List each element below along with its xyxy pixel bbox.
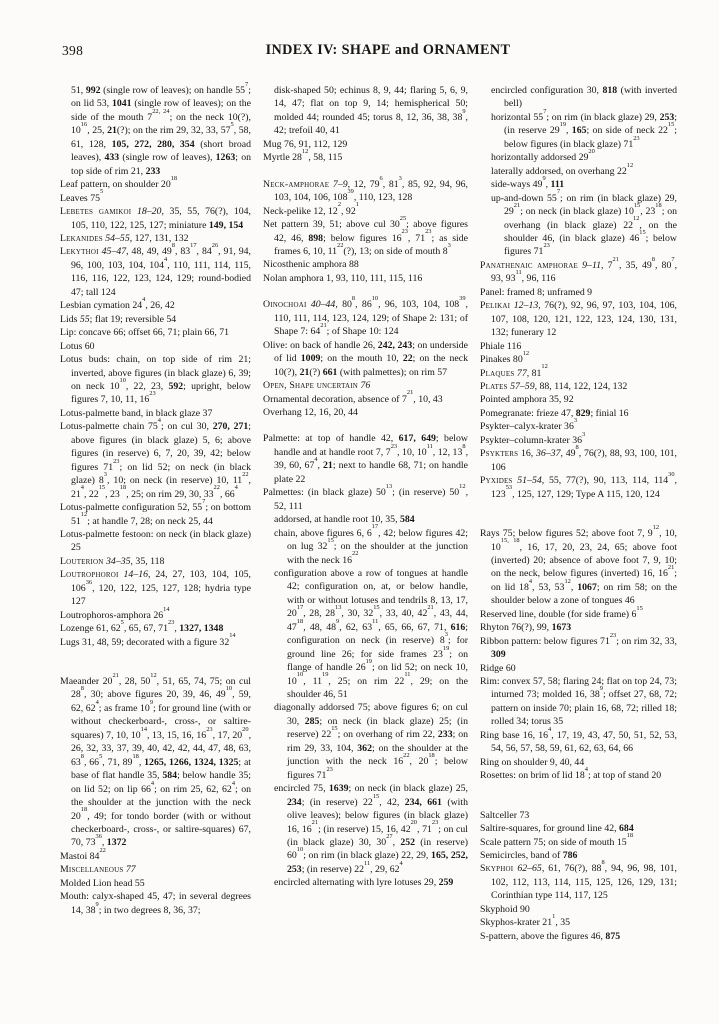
index-entry: Palmettes: (in black glaze) $50^{13}$; (in reserve) $50^{12}$, 52, 111 (263, 483, 469, 512)
index-entry: Olive: on back of handle 26, 242, 243; on underside of lid 1009; on the mouth 10, 22; on the neck 10(?), 21(?) 661 (with palmettes); on rim 57 (263, 339, 468, 378)
index-entry: Nicosthenic amphora 88 (263, 259, 359, 271)
index-entry: Lebetes gamikoi 18–20, 35, 55, 76(?), 104, 105, 110, 122, 125, 127; miniature 149, 154 (60, 206, 251, 231)
index-entry: Lesbian cymation $24^4$, 26, 42 (60, 296, 175, 312)
index-entry: Lotus buds: chain, on top side of rim 21; inverted, above figures (in black glaze) 6, 39; on neck $10^{10}$, 22, 23, 592; upright, below figures 7, 10, 11, $16^{23}$ (60, 354, 251, 406)
index-entry: Lugs 31, 48, 59; decorated with a figure $32^{14}$ (60, 632, 236, 648)
index-entry: Neck-amphorae 7–9, 12, $79^6$, $81^3$, 85, 92, 94, 96, 103, 104, 106, $108^{39}$, 110, 123, 128 (263, 174, 468, 204)
index-entry: Loutrophoroi 14–16, 24, 27, 103, 104, 105, $106^{36}$, 120, 122, 125, 127, 128; hydria type 127 (60, 569, 252, 608)
index-entry: Ribbon pattern: below figures $71^{23}$; on rim 32, 33, 309 (480, 631, 677, 661)
index-entry: Rays 75; below figures 52; above foot 7, $9^{12}$, 10, 10$^{15, 18}$, 16, 17, 20, 23, 24, 65; above foot (inverted) 20; absence of above foot 7, 9, 10; on the neck, below figures (inverted) 16, $16^{21}$; on lid $18^4$, 53, $53^{12}$, 1067; on rim 58; on the shoulder below a zone of tongues 46 (480, 523, 678, 607)
index-entry: Lotus-palmette configuration 52, $55^7$; on bottom $51^{12}$; at handle 7, 28; on neck 25, 44 (60, 497, 251, 527)
index-entry: Panathenaic amphorae 9–11, $7^{21}$, 35, $49^8$, $80^7$, 93, $93^{11}$, 96, 116 (480, 255, 678, 285)
index-entry: addorsed, at handle root 10, 35, 584 (274, 514, 415, 526)
index-entry: Scale pattern 75; on side of mouth $15^{18}$ (480, 832, 634, 848)
index-entry: Rim: convex 57, 58; flaring 24; flat on top 24, 73; inturned 73; molded 16, $38^9$; offset 27, 68, 72; pattern on inside 70; plain 16, 68, 72; rilled 18; rolled 34; torus 35 (480, 676, 677, 728)
index-entry: Palmette: at top of handle 42, 617, 649; below handle and at handle root 7, $7^{23}$, 10, $10^{11}$, 12, $13^8$, 39, 60, $67^4$, 21; next to handle 68, 71; on handle plate 22 (263, 433, 469, 485)
index-entry: Lozenge 61, $62^5$, 65, 67, $71^{23}$, 1327, 1348 (60, 618, 224, 635)
index-column-3 (480, 84, 677, 943)
page-number: 398 (62, 43, 84, 58)
index-entry: diagonally addorsed 75; above figures 6; on cul 30, 285; on neck (in black glaze) 25; (in reserve) $22^{15}$; on overhang of rim 22, 233; on rim 29, 33, 104, 362; on the shoulder at the junction with the neck $16^{22}$, $20^{18}$; below figures $71^{23}$ (274, 702, 469, 781)
index-entry: Skyphoi 62–65, 61, 76(?), $88^8$, 94, 96, 98, 101, 102, 112, 113, 114, 115, 125, 126, 129, 131; Corinthian type 114, 117, 125 (480, 859, 677, 902)
index-entry: Plates 57–59, 88, 114, 122, 124, 132 (480, 380, 628, 392)
index-entry: Leaf pattern, on shoulder $20^{18}$ (60, 175, 178, 191)
index-entry: S-pattern, above the figures 46, 875 (480, 930, 621, 942)
index-entry: laterally addorsed, on overhang $22^{12}$ (491, 161, 634, 177)
index-entry: Panel: framed 8; unframed 9 (480, 286, 593, 298)
index-entry: Lids 55; flat 19; reversible 54 (60, 313, 177, 325)
index-entry: encircled 75, 1639; on neck (in black glaze) 25, 234; (in reserve) $22^{15}$, 42, 234, 661 (with olive leaves); below figures (in black glaze) 16, $16^{21}$; (in reserve) 15, 16, $42^{20}$, $71^{23}$; on cul (in black glaze) 30, $30^{27}$, 252 (in reserve) $60^{10}$; on rim (in black glaze) 22, 29, 165, 252, 253; (in reserve) $22^{11}$, 29, $62^4$ (274, 783, 469, 875)
index-entry: Plaques 77, $81^{12}$ (480, 363, 548, 379)
index-entry: Myrtle $28^{12}$, 58, 115 (263, 148, 343, 164)
index-entry: disk-shaped 50; echinus 8, 9, 44; flaring 5, 6, 9, 14, 47; flat on top 9, 14; hemispherical 50; molded 44; rounded 45; torus 8, 12, 36, 38, $38^9$, 42; trefoil 40, 41 (274, 85, 468, 137)
index-entry: Phiale 116 (480, 340, 522, 352)
index-entry: Skyphos-krater $21^1$, 35 (480, 913, 571, 929)
index-entry: Mug 76, 91, 112, 129 (263, 138, 348, 150)
index-entry: Neck-pelike 12, $12^2$, $92^1$ (263, 201, 359, 217)
index-columns (60, 80, 678, 943)
index-entry: Pointed amphora 35, 92 (480, 394, 574, 406)
index-entry: chain, above figures 6, $6^{17}$, 42; below figures 42; on lug $32^{15}$; on the shoulder at the junction with the neck $16^{22}$ (274, 523, 468, 566)
index-entry: Pomegranate: frieze 47, 829; finial 16 (480, 407, 629, 419)
index-entry: up-and-down $55^7$; on rim (in black glaze) 29, $29^{21}$; on neck (in black glaze) $10^{15}$, $23^{18}$; on overhang (in black glaze) $22^{12}$, on the shoulder 46, (in black glaze) $46^{15}$; below figures $71^{23}$ (491, 188, 678, 258)
index-entry: Rosettes: on brim of lid $18^4$; at top of stand 20 (480, 766, 662, 782)
index-entry: Loutrophoros-amphora $26^{14}$ (60, 605, 170, 621)
index-entry: Overhang 12, 16, 20, 44 (263, 406, 358, 418)
index-entry: Nolan amphora 1, 93, 110, 111, 115, 116 (263, 272, 423, 284)
index-entry: Semicircles, band of 786 (480, 850, 578, 862)
index-entry: side-ways $49^9$, 111 (491, 175, 565, 191)
index-entry: Ornamental decoration, absence of $7^{21}$, 10, 43 (263, 389, 443, 405)
index-entry: Maeander $20^{21}$, 28, $50^{12}$, 51, 65, 74, 75; on cul $28^8$, 30; above figures 20, 39, 46, $49^{10}$, 59, 62, $62^4$; as frame $10^9$; for ground line (with or without checkerboard-, cross-, or saltire-squares) 7, 10, $10^{14}$, 13, 15, 16, $16^{23}$, 17, $20^{20}$, 26, 32, 33, 37, 39, 40, 42, 42, 44, 47, 48, 63, $63^8$, $66^5$, 71, $89^{18}$, 1265, 1266, 1324, 1325; at base of flat handle 35, 584; below handle 35; on lid 52; on lip $66^4$; on rim 25, 62, $62^4$; on the shoulder at the junction with the neck $20^{18}$, 49; for tondo border (with or without checkerboard-, cross-, or saltire-squares) 67, 70, $73^{36}$, 1372 (60, 671, 252, 849)
index-entry: Lotus-palmette chain $75^4$; on cul 30, 270, 271; above figures (in black glaze) 5, 6; above figures (in reserve) 6, 7, 20, 39, 42; below figures $71^{23}$; on lid 52; on neck (in black glaze) $8^3$, 10; on neck (in reserve) 10, $11^{22}$, $21^4$, $22^{15}$, $23^{18}$, 25; on rim 29, 30, $33^{22}$, $66^4$ (60, 417, 251, 500)
index-entry: Saltceller 73 (480, 809, 530, 821)
index-entry: Pinakes $80^{12}$ (480, 349, 530, 366)
index-entry: Skyphoid 90 (480, 903, 530, 915)
index-entry: Lekanides 54–55, 127, 131, 132 (60, 232, 189, 244)
index-entry: Net pattern 39, 51; above cul $30^{25}$; above figures 42, 46, 898; below figures $16^{23}$, $71^{23}$; as side frames 6, 10, $11^{22}(?)$, 13; on side of mouth $8^3$ (263, 214, 469, 257)
index-entry: Molded Lion head 55 (60, 877, 145, 889)
index-entry: Saltire-squares, for ground line 42, 684 (480, 823, 634, 835)
index-entry: horizontally addorsed $29^{20}$ (491, 148, 595, 164)
page-header (60, 42, 676, 62)
index-entry: Open, Shape uncertain 76 (263, 380, 371, 392)
index-entry: Mastoi $84^{22}$ (60, 846, 106, 862)
index-entry: Psykter–column-krater $36^3$ (480, 430, 586, 446)
index-entry: Rhyton 76(?), 99, 1673 (480, 622, 572, 634)
index-column-2 (263, 84, 468, 943)
index-entry: Psykters 16, 36–37, $49^8$, 76(?), 88, 93, 100, 101, 106 (480, 444, 677, 473)
index-entry: encircled alternating with lyre lotuses 29, 259 (274, 877, 454, 889)
index-entry: Pelikai 12–13, 76(?), 92, 96, 97, 103, 104, 106, 107, 108, 120, 121, 122, 123, 124, 130, 131, 132; funerary 12 (480, 300, 677, 339)
index-entry: Lotus 60 (60, 340, 95, 352)
index-entry: Ring on shoulder 9, 40, 44 (480, 756, 585, 768)
index-column-1 (60, 80, 252, 943)
index-entry: Mouth: calyx-shaped 45, 47; in several degrees 14, $38^9$; in two degrees 8, 36, 37; (60, 891, 251, 916)
index-entry: Miscellaneous 77 (60, 864, 136, 876)
index-entry: Lotus-palmette festoon: on neck (in black glaze) 25 (60, 528, 251, 554)
index-entry: Ridge 60 (480, 662, 516, 674)
index-entry: Oinochoai 40–44, $80^8$, $86^{10}$, 96, 103, 104, $108^{39}$, 110, 111, 114, 123, 124, 129; of Shape 2: 131; of Shape 7: $64^{21}$; of Shape 10: 124 (263, 295, 468, 338)
index-entry: encircled configuration 30, 818 (with inverted bell) (491, 85, 677, 110)
index-entry: Pyxides 51–54, 55, 77(?), 90, 113, 114, $114^{30}$, $123^{53}$, 125, 127, 129; Type A 115, 120, 124 (480, 471, 677, 500)
index-entry: Lotus-palmette band, in black glaze 37 (60, 407, 213, 419)
index-entry: Ring base 16, $16^4$, 17, 19, 43, 47, 50, 51, 52, 53, 54, 56, 57, 58, 59, 61, 62, 63, 64, 66 (480, 725, 677, 755)
index-entry: Psykter–calyx-krater $36^3$ (480, 417, 578, 433)
page-title: INDEX IV: SHAPE and ORNAMENT (265, 42, 511, 58)
index-entry: configuration above a row of tongues at handle 42; configuration on, at, or below handle, with or without lotuses and tendrils 8, 13, 17, $20^{17}$, 28, $28^{13}$, 30, $32^{15}$, 33, 40, $42^{21}$, 43, 44, $47^{18}$, 48, $48^9$, 62, $63^{11}$, 65, 66, 67, 71, 616; configuration on neck (in reserve) $8^3$; for ground line 26; for side frames $23^{19}$; on flange of handle $26^{19}$; on lid 52; on neck 10, $10^{10}$, $11^{19}$, 25; on rim $22^{11}$, 29; on the shoulder 46, 51 (274, 567, 469, 701)
index-entry: horizontal $55^7$; on rim (in black glaze) 29, 253; (in reserve $29^{19}$, 165; on side of neck $22^{15}$; below figures (in black glaze) $71^{23}$ (491, 107, 678, 150)
index-entry: Reserved line, double (for side frame) $6^{15}$ (480, 604, 643, 620)
index-entry: Leaves $75^5$ (60, 188, 104, 204)
index-entry: Lip: concave 66; offset 66, 71; plain 66, 71 (60, 327, 230, 339)
index-entry: 51, 992 (single row of leaves); on handle $55^7$; on lid 53, 1041 (single row of leaves); on the side of the mouth 7$^{22, 24}$; on the neck 10(?), $10^{16}$, 25, 21(?); on the rim 29, 32, 33, $57^5$, 58, 61, 128, 105, 272, 280, 354 (short broad leaves), 433 (single row of leaves), 1263; on top side of rim 21, 233 (71, 80, 252, 177)
index-entry: Louterion 34–35, 35, 118 (60, 555, 165, 567)
index-entry: Lekythoi 45–47, 48, 49, $49^8$, $83^{17}$, $84^{26}$, 91, 94, 96, 100, 103, 104, $104^4$, 110, 111, 114, 115, 116, 116, 122, 123, 124, 129; round-bodied 47; tall 124 (60, 242, 251, 298)
